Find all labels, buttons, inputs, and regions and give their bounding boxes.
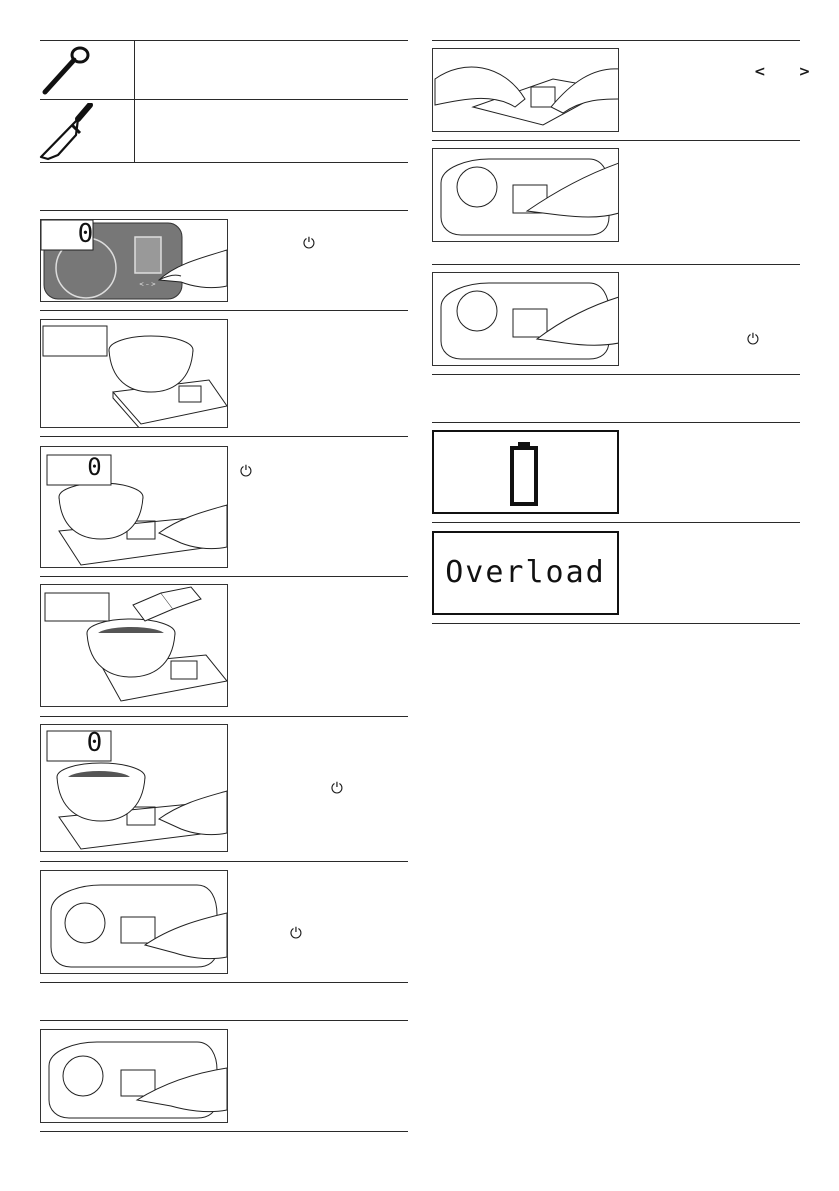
section-rule [40,1020,408,1021]
section-rule [40,576,408,577]
icon-table-bottom-rule [40,162,408,163]
figure-adding-ingredient [40,584,228,707]
icon-table-top-rule [40,40,408,41]
svg-text:< – >: < – > [139,281,156,288]
nav-arrows-icon: < > [754,64,825,80]
section-rule [40,310,408,311]
icon-table-divider [134,40,135,163]
section-rule [432,422,800,423]
section-rule [40,982,408,983]
power-icon: ⏻ [331,779,343,797]
section-rule [40,716,408,717]
display-zero: 0 [77,219,97,249]
section-rule [432,140,800,141]
figure-bowl-on-scale [40,319,228,428]
icon-table-mid-rule [40,99,408,100]
spoon-icon [40,44,92,101]
section-rule [432,264,800,265]
figure-overload [432,531,619,615]
section-rule [40,210,408,211]
figure-low-battery [432,430,619,514]
section-rule [432,40,800,41]
section-rule [40,861,408,862]
figure-unit-button [40,1029,228,1123]
figure-tare-zero [40,446,228,568]
figure-scale-power-on [40,219,228,302]
figure-power-off [40,870,228,974]
overload-display: Overload [445,555,606,590]
power-icon: ⏻ [303,234,315,252]
power-icon: ⏻ [240,462,252,480]
section-rule [432,374,800,375]
figure-long-press [432,272,619,366]
display-zero: 0 [87,453,105,481]
figure-press-button [432,148,619,242]
section-rule [432,522,800,523]
power-icon: ⏻ [290,924,302,942]
display-zero: 0 [86,728,106,758]
knife-icon [38,103,94,166]
battery-icon [434,432,617,512]
section-rule [40,436,408,437]
section-rule [40,1131,408,1132]
power-icon: ⏻ [747,330,759,348]
section-rule [432,623,800,624]
figure-tare-with-liquid [40,724,228,852]
figure-two-hands-buttons [432,48,619,132]
